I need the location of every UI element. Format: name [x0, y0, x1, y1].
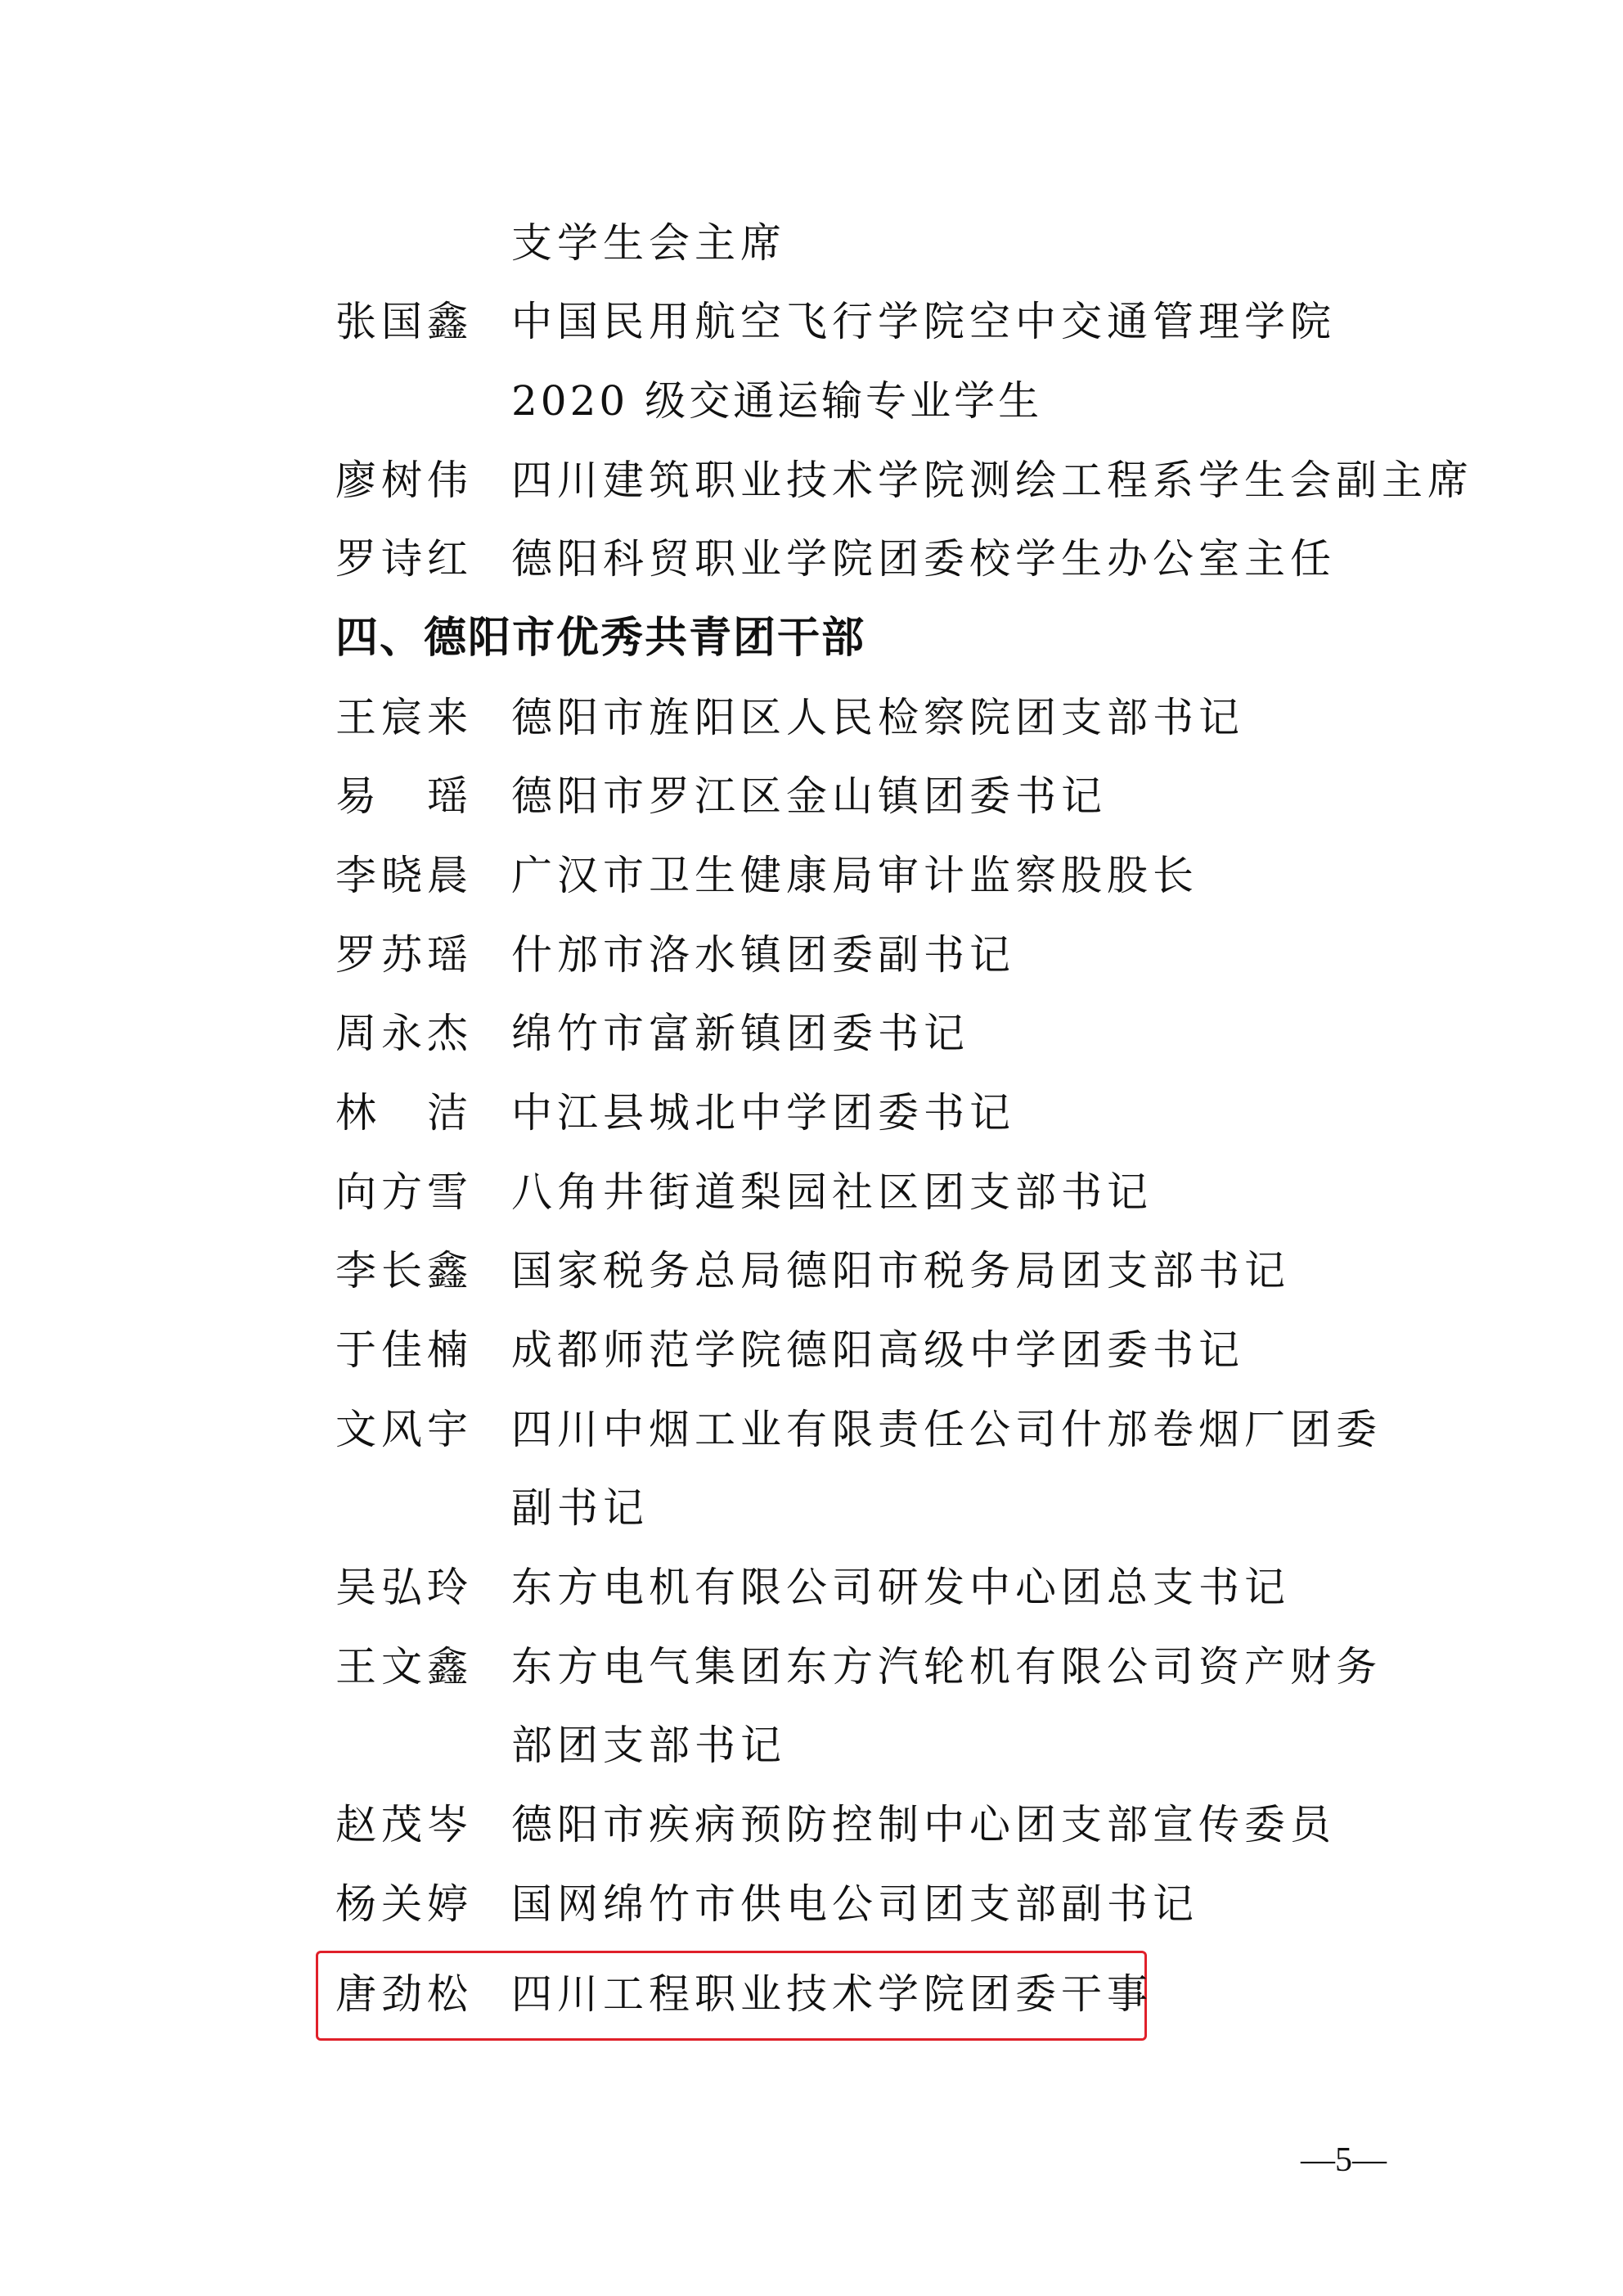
entry-desc-cont: 部团支部书记 — [511, 1722, 786, 1769]
entry-desc: 东方电气集团东方汽轮机有限公司资产财务 — [511, 1643, 1382, 1690]
entry-name: 张国鑫 — [335, 298, 473, 345]
entry-name: 杨关婷 — [335, 1880, 473, 1928]
entry-desc: 四川建筑职业技术学院测绘工程系学生会副主席 — [511, 457, 1473, 504]
entry-desc: 德阳市罗江区金山镇团委书记 — [511, 772, 1107, 820]
entry-name: 林 洁 — [335, 1089, 473, 1137]
entry-name: 吴弘玲 — [335, 1564, 473, 1611]
continuation-line: 支学生会主席 — [511, 219, 786, 267]
entry-name: 廖树伟 — [335, 457, 473, 504]
entry-name: 于佳楠 — [335, 1326, 473, 1374]
entry-name: 周永杰 — [335, 1010, 473, 1057]
section-heading: 四、德阳市优秀共青团干部 — [335, 614, 866, 663]
entry-desc: 德阳市疾病预防控制中心团支部宣传委员 — [511, 1801, 1336, 1848]
entry-name: 文风宇 — [335, 1406, 473, 1453]
entry-name: 王宸来 — [335, 694, 473, 741]
entry-desc-highlighted: 四川工程职业技术学院团委干事 — [511, 1970, 1153, 2018]
entry-desc: 广汉市卫生健康局审计监察股股长 — [511, 852, 1198, 899]
entry-name: 李长鑫 — [335, 1247, 473, 1294]
entry-desc: 德阳科贸职业学院团委校学生办公室主任 — [511, 535, 1336, 583]
entry-name: 罗苏瑶 — [335, 931, 473, 979]
entry-desc: 国网绵竹市供电公司团支部副书记 — [511, 1880, 1198, 1928]
entry-name: 王文鑫 — [335, 1643, 473, 1690]
entry-desc: 东方电机有限公司研发中心团总支书记 — [511, 1564, 1290, 1611]
entry-desc-cont: 副书记 — [511, 1484, 649, 1532]
entry-desc: 德阳市旌阳区人民检察院团支部书记 — [511, 694, 1244, 741]
entry-name: 易 瑶 — [335, 772, 473, 820]
entry-desc: 中国民用航空飞行学院空中交通管理学院 — [511, 298, 1336, 345]
entry-name: 向方雪 — [335, 1168, 473, 1216]
entry-name: 罗诗红 — [335, 535, 473, 583]
entry-desc: 八角井街道梨园社区团支部书记 — [511, 1168, 1153, 1216]
entry-desc: 绵竹市富新镇团委书记 — [511, 1010, 969, 1057]
entry-name-highlighted: 唐劲松 — [335, 1970, 473, 2018]
entry-desc: 国家税务总局德阳市税务局团支部书记 — [511, 1247, 1290, 1294]
entry-desc: 四川中烟工业有限责任公司什邡卷烟厂团委 — [511, 1406, 1382, 1453]
entry-name: 赵茂岑 — [335, 1801, 473, 1848]
entry-desc: 什邡市洛水镇团委副书记 — [511, 931, 1015, 979]
entry-desc: 中江县城北中学团委书记 — [511, 1089, 1015, 1137]
entry-name: 李晓晨 — [335, 852, 473, 899]
entry-desc: 成都师范学院德阳高级中学团委书记 — [511, 1326, 1244, 1374]
entry-desc-cont: 2020 级交通运输专业学生 — [511, 377, 1043, 425]
page-number: —5— — [1301, 2141, 1387, 2179]
